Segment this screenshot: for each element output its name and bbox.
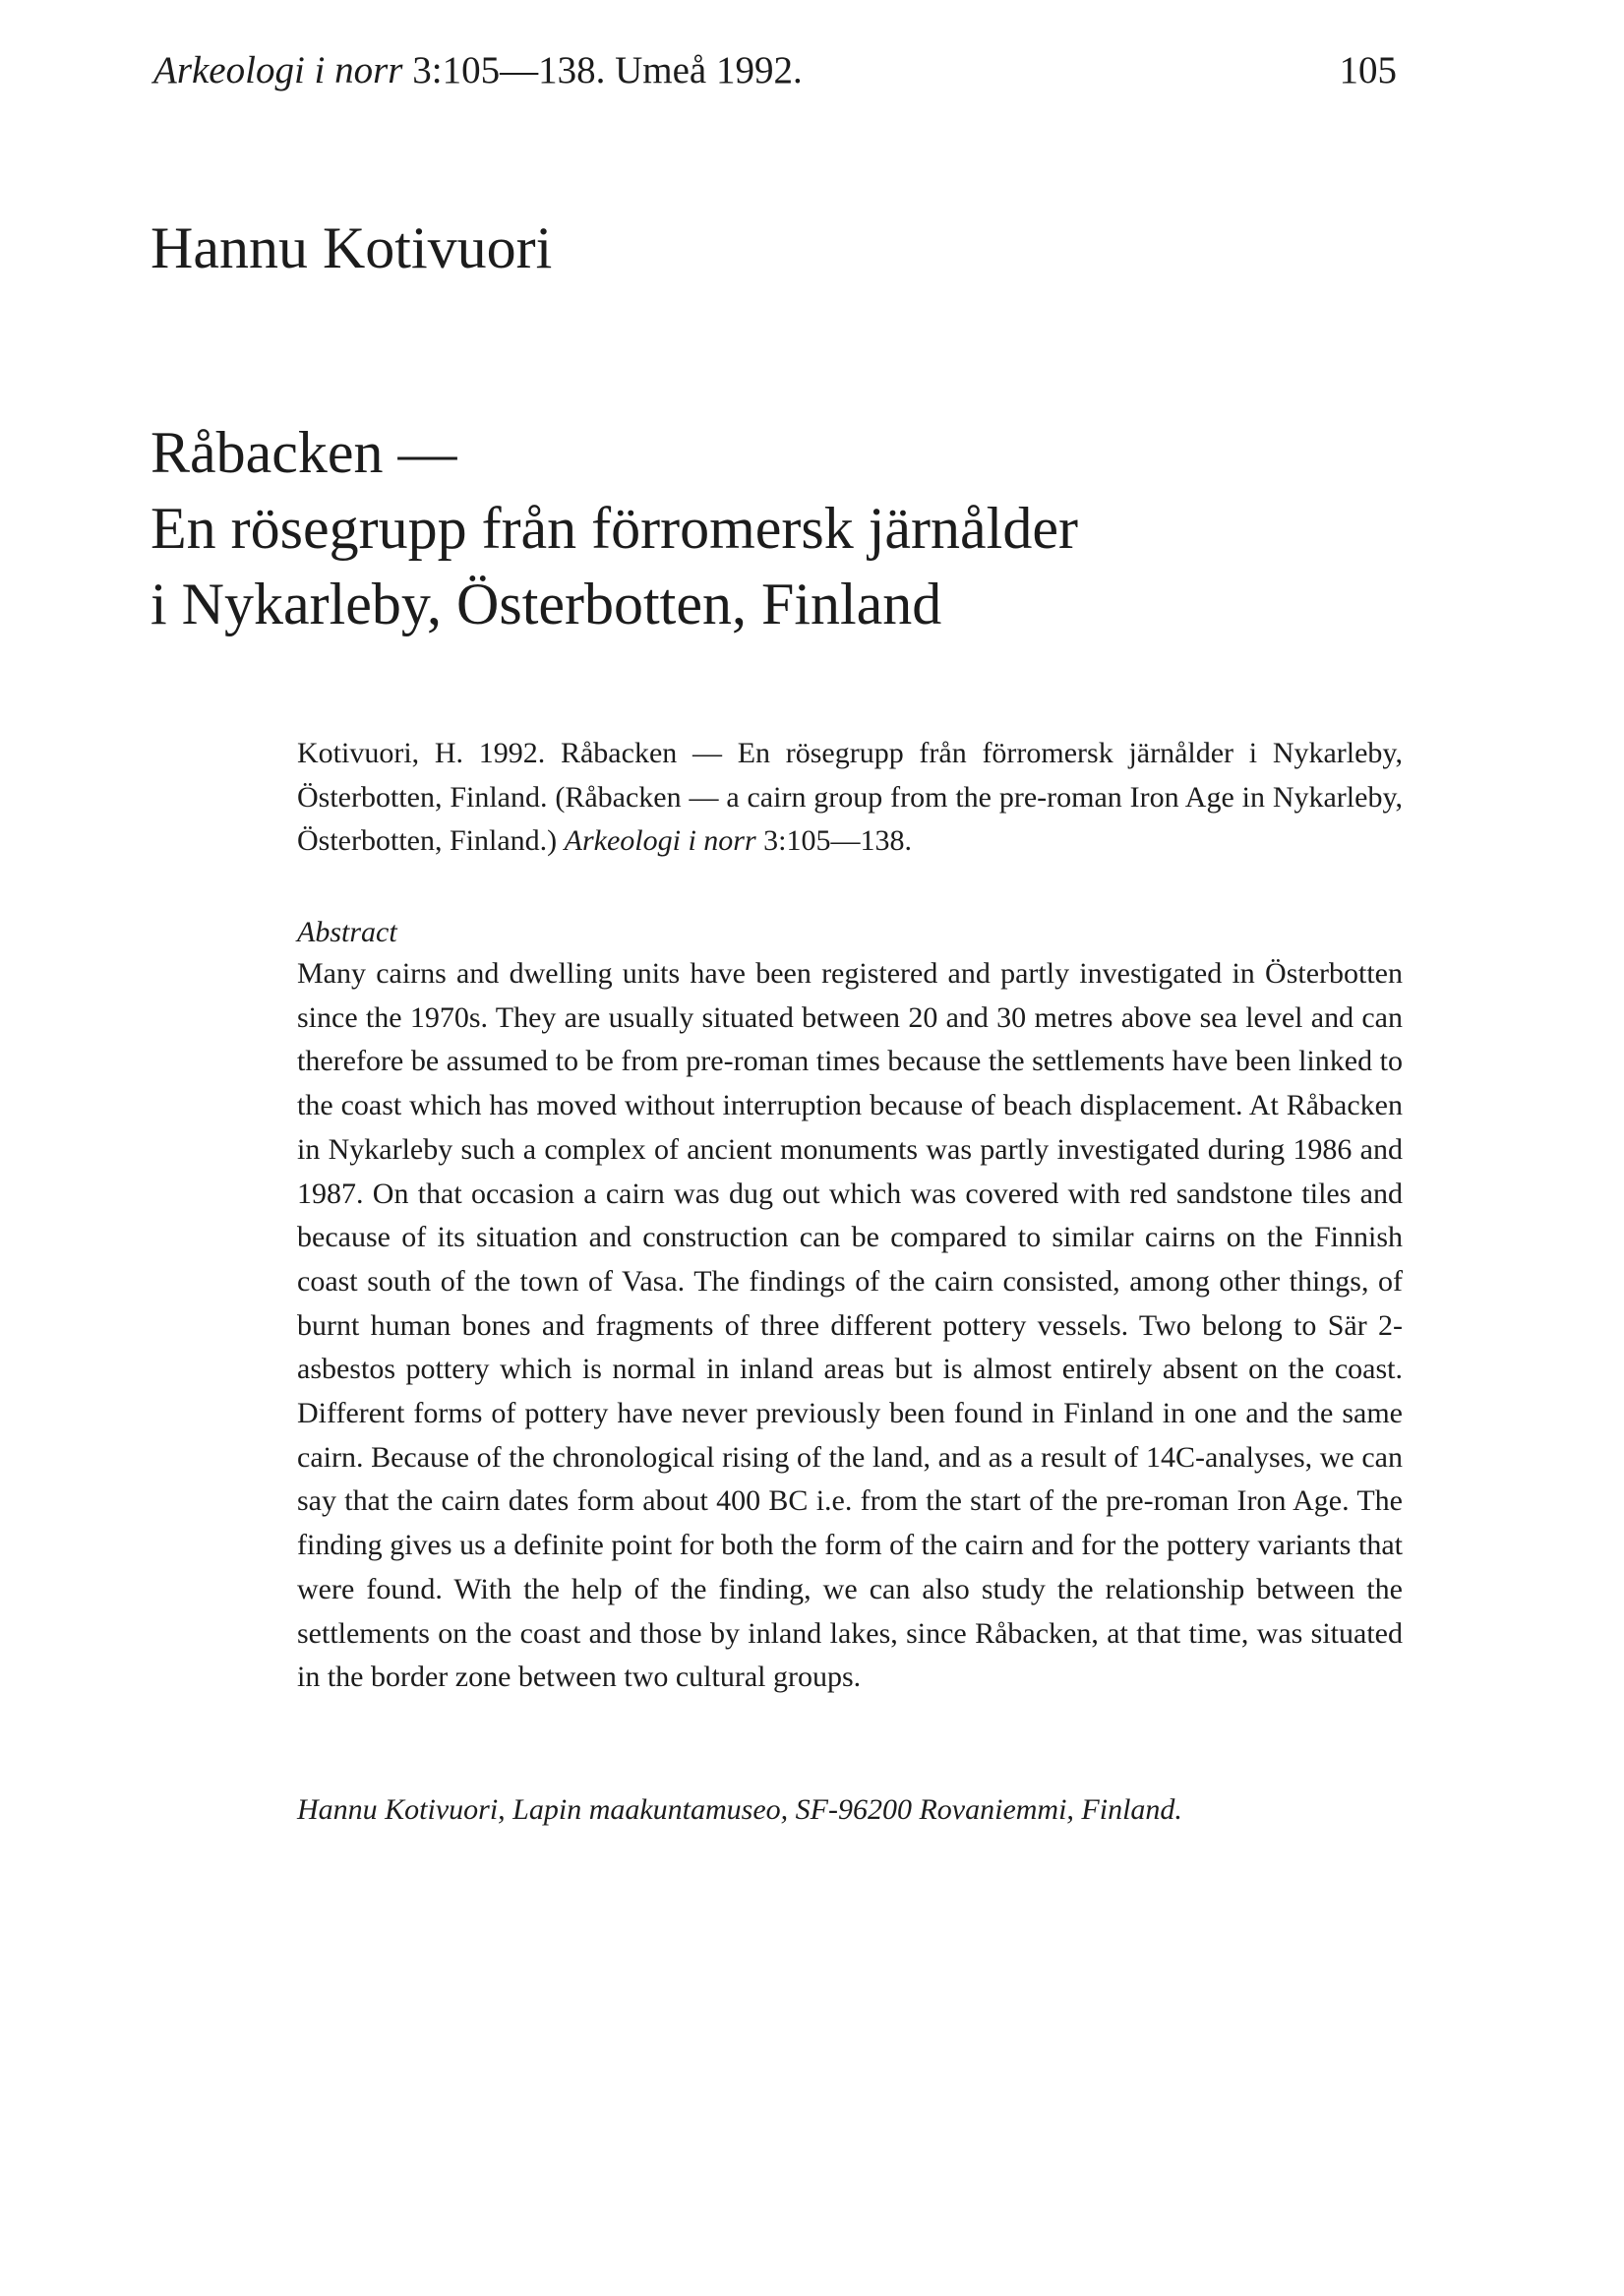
article-title	[150, 415, 1078, 642]
title-line-3: i Nykarleby, Österbotten, Finland	[150, 572, 942, 636]
title-line-1: Råbacken —	[150, 420, 457, 485]
citation	[297, 732, 1403, 864]
page-number: 105	[1339, 49, 1397, 91]
running-head-journal: Arkeologi i norr	[153, 49, 403, 91]
author-name: Hannu Kotivuori	[150, 215, 553, 280]
citation-pages: 3:105—138.	[755, 824, 912, 857]
abstract-heading: Abstract	[297, 916, 397, 948]
running-head-details: 3:105—138. Umeå 1992.	[402, 49, 803, 91]
title-line-2: En rösegrupp från förromersk järnålder	[150, 496, 1078, 561]
author-affiliation: Hannu Kotivuori, Lapin maakuntamuseo, SF-96200 Rovaniemmi, Finland.	[297, 1793, 1182, 1826]
citation-text: Kotivuori, H. 1992. Råbacken — En rösegrupp från förromersk järnålder i Nykarleby, Österbotten, Finland. (Råbacken — a cairn group from the pre-roman Iron Age in Nykarleby, Österbotten, Finland.)	[297, 737, 1403, 857]
abstract-body: Many cairns and dwelling units have been registered and partly investigated in Österbotten since the 1970s. They are usually situated between 20 and 30 metres above sea level and can therefore be assumed to be from pre-roman times because the settlements have been linked to the coast which has moved without interruption because of beach displacement. At Råbacken in Nykarleby such a complex of ancient monuments was partly investigated during 1986 and 1987. On that occasion a cairn was dug out which was covered with red sandstone tiles and because of its situation and construction can be compared to similar cairns on the Finnish coast south of the town of Vasa. The findings of the cairn consisted, among other things, of burnt human bones and fragments of three different pottery vessels. Two belong to Sär 2-asbestos pottery which is normal in inland areas but is almost entirely absent on the coast. Different forms of pottery have never previously been found in Finland in one and the same cairn. Because of the chronological rising of the land, and as a result of 14C-analyses, we can say that the cairn dates form about 400 BC i.e. from the start of the pre-roman Iron Age. The finding gives us a definite point for both the form of the cairn and for the pottery variants that were found. With the help of the finding, we can also study the relationship between the settlements on the coast and those by inland lakes, since Råbacken, at that time, was situated in the border zone between two cultural groups.	[297, 957, 1403, 1694]
running-head	[153, 45, 803, 96]
citation-journal: Arkeologi i norr	[564, 824, 756, 857]
